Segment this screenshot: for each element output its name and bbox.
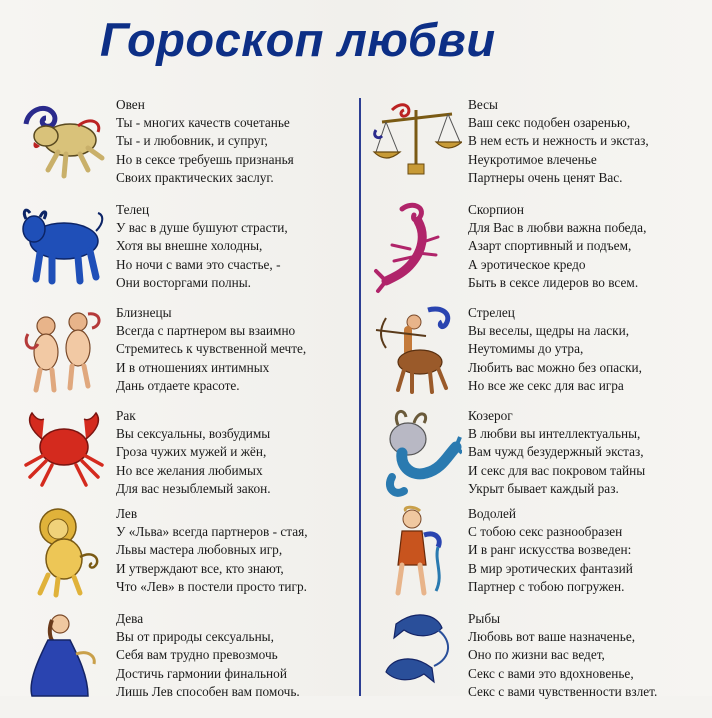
verse-line: Но в сексе требуешь признанья: [116, 151, 294, 167]
verse-line: Неукротимое влеченье: [468, 151, 597, 167]
verse-line: Укрыт бывает каждый раз.: [468, 480, 619, 496]
sign-libra: [372, 96, 702, 204]
cancer-crab-icon: [18, 407, 108, 503]
sign-pisces: [372, 610, 702, 718]
sign-taurus: [18, 201, 348, 309]
verse-line: И в отношениях интимных: [116, 359, 270, 375]
sign-cancer: [18, 407, 348, 515]
sign-name: Дева: [116, 611, 144, 626]
sign-name: Рак: [116, 408, 136, 423]
sign-name: Весы: [468, 97, 498, 112]
sign-name: Водолей: [468, 506, 517, 521]
verse-line: В нем есть и нежность и экстаз,: [468, 133, 649, 149]
verse-line: Гроза чужих мужей и жён,: [116, 444, 267, 460]
sign-sagittarius: [372, 304, 702, 412]
verse-line: Вам чужд безудержный экстаз,: [468, 444, 644, 460]
sagittarius-archer-icon: [372, 304, 462, 400]
verse-line: Но ночи с вами это счастье, -: [116, 256, 281, 272]
verse-line: В мир эротических фантазий: [468, 560, 633, 576]
verse-line: Азарт спортивный и подъем,: [468, 238, 632, 254]
column-divider: [359, 98, 361, 696]
verse-line: Любовь вот ваше назначенье,: [468, 629, 636, 645]
verse-line: Дань отдаете красоте.: [116, 377, 240, 393]
verse-line: Для Вас в любви важна победа,: [468, 220, 647, 236]
verse-line: Быть в сексе лидеров во всем.: [468, 274, 639, 290]
aries-ram-icon: [18, 96, 108, 192]
scorpio-scorpion-icon: [372, 201, 462, 297]
verse-line: Вы веселы, щедры на ласки,: [468, 323, 630, 339]
sign-leo: [18, 505, 348, 613]
verse-line: Вы сексуальны, возбудимы: [116, 426, 271, 442]
virgo-maiden-icon: [18, 610, 108, 706]
verse-line: Неутомимы до утра,: [468, 341, 584, 357]
verse-line: Любить вас можно без опаски,: [468, 359, 642, 375]
leo-lion-icon: [18, 505, 108, 601]
verse-line: И в ранг искусства возведен:: [468, 542, 632, 558]
verse-line: Вы от природы сексуальны,: [116, 629, 274, 645]
sign-scorpio: [372, 201, 702, 309]
sign-name: Телец: [116, 202, 150, 217]
sign-aquarius: [372, 505, 702, 613]
verse-line: Секс с вами это вдохновенье,: [468, 665, 634, 681]
libra-scales-icon: [372, 96, 462, 192]
sign-aries: [18, 96, 348, 204]
verse-line: Хотя вы внешне холодны,: [116, 238, 263, 254]
verse-line: Что «Лев» в постели просто тигр.: [116, 578, 307, 594]
verse-line: Всегда с партнером вы взаимно: [116, 323, 296, 339]
verse-line: Партнеры очень ценят Вас.: [468, 169, 623, 185]
verse-line: В любви вы интеллектуальны,: [468, 426, 641, 442]
verse-line: И утверждают все, кто знают,: [116, 560, 284, 576]
verse-line: Но все же секс для вас игра: [468, 377, 624, 393]
verse-line: Оно по жизни вас ведет,: [468, 647, 605, 663]
sign-capricorn: [372, 407, 702, 515]
verse-line: Ваш секс подобен озаренью,: [468, 115, 631, 131]
verse-line: У вас в душе бушуют страсти,: [116, 220, 288, 236]
pisces-fish-icon: [372, 610, 462, 706]
verse-line: У «Льва» всегда партнеров - стая,: [116, 524, 308, 540]
verse-line: А эротическое кредо: [468, 256, 586, 272]
sign-name: Близнецы: [116, 305, 172, 320]
verse-line: Себя вам трудно превозмочь: [116, 647, 278, 663]
verse-line: Секс с вами чувственности взлет.: [468, 683, 658, 699]
verse-line: Ты - многих качеств сочетанье: [116, 115, 290, 131]
sign-name: Стрелец: [468, 305, 515, 320]
gemini-twins-icon: [18, 304, 108, 400]
page-title: Гороскоп любви: [100, 13, 496, 66]
verse-line: Своих практических заслуг.: [116, 169, 274, 185]
verse-line: Львы мастера любовных игр,: [116, 542, 283, 558]
capricorn-seagoat-icon: [372, 407, 462, 503]
verse-line: Партнер с тобою погружен.: [468, 578, 625, 594]
sign-name: Рыбы: [468, 611, 501, 626]
verse-line: С тобою секс разнообразен: [468, 524, 623, 540]
verse-line: Лишь Лев способен вам помочь.: [116, 683, 300, 699]
verse-line: Они восторгами полны.: [116, 274, 251, 290]
taurus-bull-icon: [18, 201, 108, 297]
verse-line: Стремитесь к чувственной мечте,: [116, 341, 307, 357]
sign-name: Овен: [116, 97, 145, 112]
sign-name: Козерог: [468, 408, 513, 423]
verse-line: Достичь гармонии финальной: [116, 665, 287, 681]
verse-line: И секс для вас покровом тайны: [468, 462, 646, 478]
sign-name: Лев: [116, 506, 138, 521]
verse-line: Для вас незыблемый закон.: [116, 480, 271, 496]
verse-line: Ты - и любовник, и супруг,: [116, 133, 268, 149]
aquarius-waterbearer-icon: [372, 505, 462, 601]
sign-virgo: [18, 610, 348, 718]
sign-gemini: [18, 304, 348, 412]
verse-line: Но все желания любимых: [116, 462, 263, 478]
sign-name: Скорпион: [468, 202, 524, 217]
